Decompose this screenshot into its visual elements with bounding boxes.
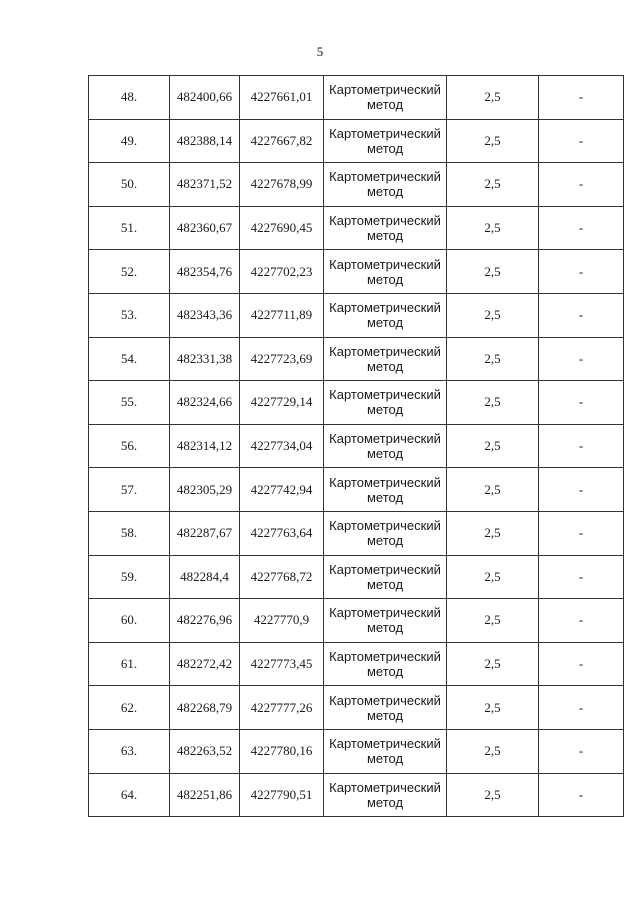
method-cell bbox=[324, 250, 447, 294]
x-coordinate-cell: 482360,67 bbox=[170, 206, 240, 250]
method-line-1: Картометрический bbox=[329, 779, 441, 795]
note-cell: - bbox=[539, 206, 624, 250]
accuracy-cell: 2,5 bbox=[447, 250, 539, 294]
method-line-2: метод bbox=[366, 794, 404, 810]
point-number-cell: 57. bbox=[89, 468, 170, 512]
y-coordinate-cell: 4227723,69 bbox=[240, 337, 324, 381]
note-cell: - bbox=[539, 686, 624, 730]
method-cell bbox=[324, 381, 447, 425]
y-coordinate-cell: 4227667,82 bbox=[240, 119, 324, 163]
x-coordinate-cell: 482268,79 bbox=[170, 686, 240, 730]
note-cell: - bbox=[539, 468, 624, 512]
coordinates-table bbox=[88, 75, 624, 817]
y-coordinate-cell: 4227678,99 bbox=[240, 163, 324, 207]
table-row bbox=[89, 729, 624, 773]
method-line-2: метод bbox=[366, 228, 404, 244]
point-number-cell: 62. bbox=[89, 686, 170, 730]
method-line-2: метод bbox=[366, 576, 404, 592]
x-coordinate-cell: 482263,52 bbox=[170, 729, 240, 773]
method-line-1: Картометрический bbox=[329, 692, 441, 708]
note-cell: - bbox=[539, 599, 624, 643]
method-line-1: Картометрический bbox=[329, 518, 441, 534]
y-coordinate-cell: 4227711,89 bbox=[240, 293, 324, 337]
y-coordinate-cell: 4227768,72 bbox=[240, 555, 324, 599]
method-line-1: Картометрический bbox=[329, 431, 441, 447]
point-number-cell: 54. bbox=[89, 337, 170, 381]
point-number-cell: 53. bbox=[89, 293, 170, 337]
method-line-2: метод bbox=[366, 184, 404, 200]
x-coordinate-cell: 482388,14 bbox=[170, 119, 240, 163]
method-line-1: Картометрический bbox=[329, 169, 441, 185]
accuracy-cell: 2,5 bbox=[447, 729, 539, 773]
accuracy-cell: 2,5 bbox=[447, 642, 539, 686]
method-cell bbox=[324, 729, 447, 773]
table-row bbox=[89, 119, 624, 163]
y-coordinate-cell: 4227702,23 bbox=[240, 250, 324, 294]
accuracy-cell: 2,5 bbox=[447, 163, 539, 207]
accuracy-cell: 2,5 bbox=[447, 686, 539, 730]
method-line-1: Картометрический bbox=[329, 213, 441, 229]
point-number-cell: 64. bbox=[89, 773, 170, 817]
table-row bbox=[89, 468, 624, 512]
method-cell bbox=[324, 293, 447, 337]
table-row bbox=[89, 642, 624, 686]
x-coordinate-cell: 482287,67 bbox=[170, 511, 240, 555]
method-line-2: метод bbox=[366, 315, 404, 331]
note-cell: - bbox=[539, 163, 624, 207]
method-cell bbox=[324, 599, 447, 643]
table-row bbox=[89, 293, 624, 337]
method-line-2: метод bbox=[366, 140, 404, 156]
method-cell bbox=[324, 468, 447, 512]
table-row bbox=[89, 555, 624, 599]
method-line-2: метод bbox=[366, 620, 404, 636]
note-cell: - bbox=[539, 381, 624, 425]
note-cell: - bbox=[539, 773, 624, 817]
point-number-cell: 61. bbox=[89, 642, 170, 686]
y-coordinate-cell: 4227661,01 bbox=[240, 76, 324, 120]
note-cell: - bbox=[539, 424, 624, 468]
method-line-1: Картометрический bbox=[329, 256, 441, 272]
method-cell bbox=[324, 642, 447, 686]
method-line-2: метод bbox=[366, 358, 404, 374]
method-cell bbox=[324, 337, 447, 381]
page-number: 5 bbox=[316, 44, 324, 59]
method-line-2: метод bbox=[366, 446, 404, 462]
x-coordinate-cell: 482371,52 bbox=[170, 163, 240, 207]
x-coordinate-cell: 482331,38 bbox=[170, 337, 240, 381]
y-coordinate-cell: 4227773,45 bbox=[240, 642, 324, 686]
x-coordinate-cell: 482400,66 bbox=[170, 76, 240, 120]
point-number-cell: 55. bbox=[89, 381, 170, 425]
table-row bbox=[89, 250, 624, 294]
method-line-2: метод bbox=[366, 751, 404, 767]
note-cell: - bbox=[539, 729, 624, 773]
method-line-2: метод bbox=[366, 489, 404, 505]
x-coordinate-cell: 482305,29 bbox=[170, 468, 240, 512]
method-cell bbox=[324, 773, 447, 817]
note-cell: - bbox=[539, 293, 624, 337]
method-cell bbox=[324, 511, 447, 555]
accuracy-cell: 2,5 bbox=[447, 468, 539, 512]
x-coordinate-cell: 482354,76 bbox=[170, 250, 240, 294]
note-cell: - bbox=[539, 250, 624, 294]
method-line-2: метод bbox=[366, 533, 404, 549]
point-number-cell: 58. bbox=[89, 511, 170, 555]
accuracy-cell: 2,5 bbox=[447, 76, 539, 120]
accuracy-cell: 2,5 bbox=[447, 511, 539, 555]
accuracy-cell: 2,5 bbox=[447, 599, 539, 643]
y-coordinate-cell: 4227780,16 bbox=[240, 729, 324, 773]
method-line-1: Картометрический bbox=[329, 387, 441, 403]
table-row bbox=[89, 686, 624, 730]
coordinates-table-body bbox=[89, 76, 624, 817]
table-row bbox=[89, 424, 624, 468]
table-row bbox=[89, 381, 624, 425]
x-coordinate-cell: 482324,66 bbox=[170, 381, 240, 425]
x-coordinate-cell: 482272,42 bbox=[170, 642, 240, 686]
method-line-1: Картометрический bbox=[329, 125, 441, 141]
method-line-2: метод bbox=[366, 97, 404, 113]
point-number-cell: 56. bbox=[89, 424, 170, 468]
method-cell bbox=[324, 555, 447, 599]
method-cell bbox=[324, 686, 447, 730]
y-coordinate-cell: 4227690,45 bbox=[240, 206, 324, 250]
method-line-1: Картометрический bbox=[329, 561, 441, 577]
y-coordinate-cell: 4227734,04 bbox=[240, 424, 324, 468]
accuracy-cell: 2,5 bbox=[447, 293, 539, 337]
point-number-cell: 52. bbox=[89, 250, 170, 294]
method-cell bbox=[324, 76, 447, 120]
method-line-1: Картометрический bbox=[329, 82, 441, 98]
method-line-1: Картометрический bbox=[329, 649, 441, 665]
table-row bbox=[89, 206, 624, 250]
method-line-2: метод bbox=[366, 707, 404, 723]
table-row bbox=[89, 163, 624, 207]
x-coordinate-cell: 482251,86 bbox=[170, 773, 240, 817]
method-line-1: Картометрический bbox=[329, 736, 441, 752]
point-number-cell: 50. bbox=[89, 163, 170, 207]
note-cell: - bbox=[539, 76, 624, 120]
method-line-2: метод bbox=[366, 664, 404, 680]
table-row bbox=[89, 337, 624, 381]
x-coordinate-cell: 482276,96 bbox=[170, 599, 240, 643]
accuracy-cell: 2,5 bbox=[447, 206, 539, 250]
method-line-1: Картометрический bbox=[329, 343, 441, 359]
note-cell: - bbox=[539, 337, 624, 381]
y-coordinate-cell: 4227742,94 bbox=[240, 468, 324, 512]
method-cell bbox=[324, 119, 447, 163]
accuracy-cell: 2,5 bbox=[447, 381, 539, 425]
accuracy-cell: 2,5 bbox=[447, 773, 539, 817]
table-row bbox=[89, 773, 624, 817]
method-cell bbox=[324, 206, 447, 250]
point-number-cell: 51. bbox=[89, 206, 170, 250]
x-coordinate-cell: 482314,12 bbox=[170, 424, 240, 468]
point-number-cell: 60. bbox=[89, 599, 170, 643]
accuracy-cell: 2,5 bbox=[447, 555, 539, 599]
table-row bbox=[89, 599, 624, 643]
method-line-2: метод bbox=[366, 271, 404, 287]
y-coordinate-cell: 4227790,51 bbox=[240, 773, 324, 817]
y-coordinate-cell: 4227770,9 bbox=[240, 599, 324, 643]
accuracy-cell: 2,5 bbox=[447, 424, 539, 468]
method-line-2: метод bbox=[366, 402, 404, 418]
point-number-cell: 63. bbox=[89, 729, 170, 773]
note-cell: - bbox=[539, 642, 624, 686]
y-coordinate-cell: 4227777,26 bbox=[240, 686, 324, 730]
accuracy-cell: 2,5 bbox=[447, 119, 539, 163]
method-cell bbox=[324, 163, 447, 207]
method-line-1: Картометрический bbox=[329, 300, 441, 316]
x-coordinate-cell: 482284,4 bbox=[170, 555, 240, 599]
y-coordinate-cell: 4227729,14 bbox=[240, 381, 324, 425]
table-row bbox=[89, 511, 624, 555]
point-number-cell: 59. bbox=[89, 555, 170, 599]
note-cell: - bbox=[539, 555, 624, 599]
table-row bbox=[89, 76, 624, 120]
accuracy-cell: 2,5 bbox=[447, 337, 539, 381]
y-coordinate-cell: 4227763,64 bbox=[240, 511, 324, 555]
method-line-1: Картометрический bbox=[329, 605, 441, 621]
note-cell: - bbox=[539, 119, 624, 163]
x-coordinate-cell: 482343,36 bbox=[170, 293, 240, 337]
method-cell bbox=[324, 424, 447, 468]
point-number-cell: 49. bbox=[89, 119, 170, 163]
note-cell: - bbox=[539, 511, 624, 555]
point-number-cell: 48. bbox=[89, 76, 170, 120]
method-line-1: Картометрический bbox=[329, 474, 441, 490]
